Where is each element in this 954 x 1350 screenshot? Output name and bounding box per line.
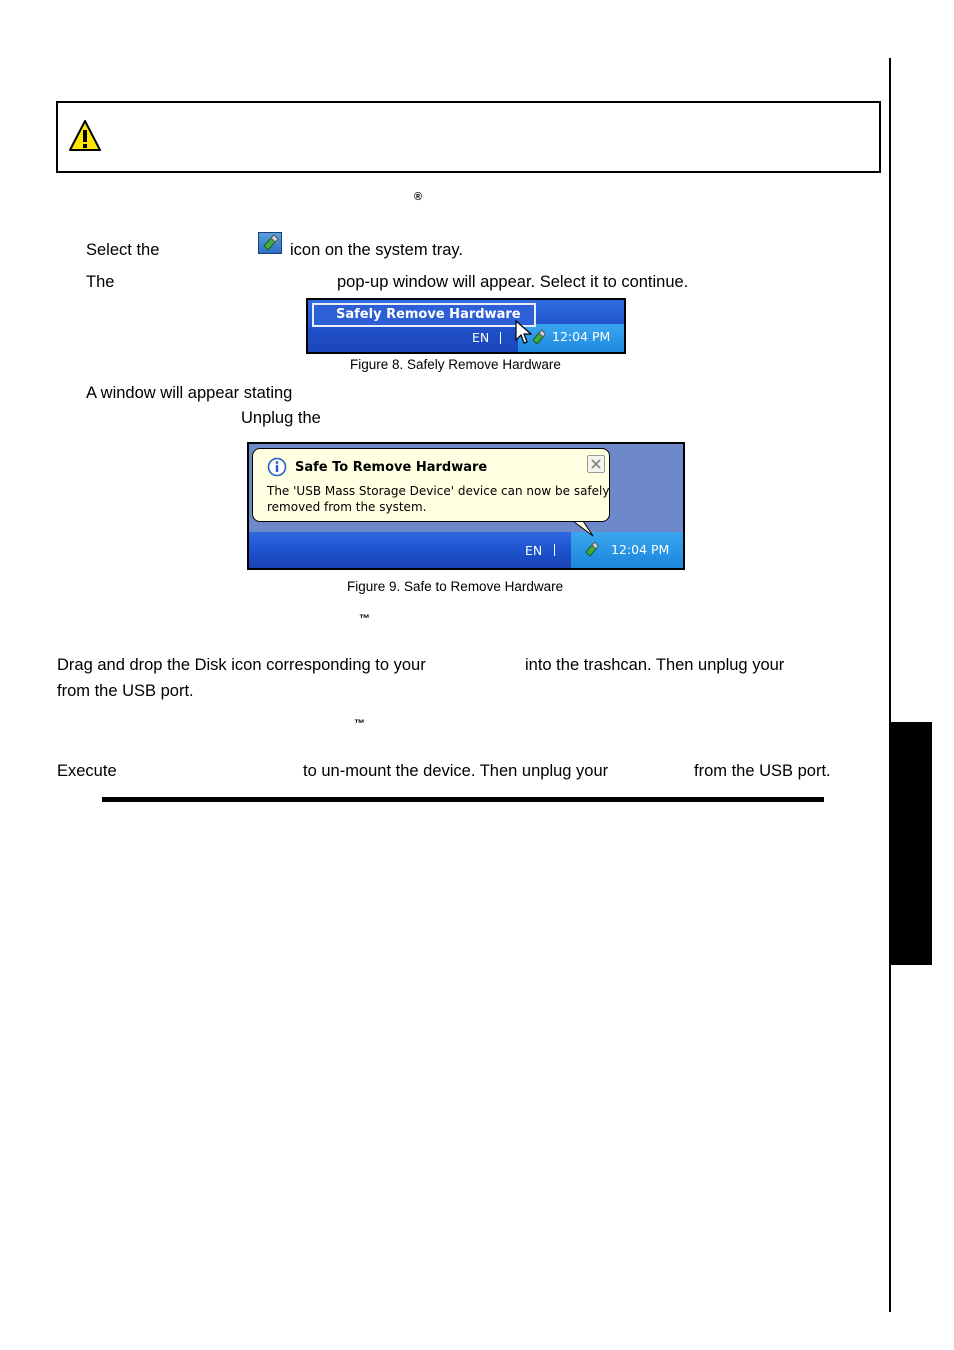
- figure-9-caption: Figure 9. Safe to Remove Hardware: [347, 579, 564, 594]
- info-icon: [267, 457, 287, 477]
- linux-suffix: from the USB port.: [694, 762, 831, 780]
- hardware-tray-icon[interactable]: [530, 328, 548, 346]
- chapter-tab: [891, 722, 932, 965]
- close-icon[interactable]: [587, 455, 605, 473]
- figure-9-screenshot: [247, 442, 685, 570]
- tray-separator: [554, 544, 555, 556]
- language-indicator[interactable]: EN: [525, 543, 543, 558]
- step1-prefix: Select the: [86, 241, 160, 259]
- trademark-mark: ™: [359, 613, 370, 625]
- tray-clock[interactable]: 12:04 PM: [611, 542, 670, 557]
- step3-line2: Unplug the: [241, 409, 321, 427]
- language-indicator[interactable]: EN: [472, 330, 490, 345]
- hardware-tray-icon[interactable]: [583, 540, 601, 558]
- step3-line1: A window will appear stating: [86, 384, 293, 402]
- balloon-message-line1: The 'USB Mass Storage Device' device can now be safely: [267, 484, 610, 498]
- trademark-mark: ™: [354, 718, 365, 730]
- mac-line1-prefix: Drag and drop the Disk icon corresponding to your: [57, 656, 426, 674]
- step2-prefix: The: [86, 273, 115, 291]
- mac-line1-suffix: into the trashcan. Then unplug your: [525, 656, 785, 674]
- section-divider: [102, 797, 824, 802]
- step1-suffix: icon on the system tray.: [290, 241, 464, 259]
- registered-mark: ®: [414, 191, 423, 203]
- balloon-message-line2: removed from the system.: [267, 500, 427, 514]
- linux-prefix: Execute: [57, 762, 117, 780]
- linux-middle: to un-mount the device. Then unplug your: [303, 762, 609, 780]
- mac-line2: from the USB port.: [57, 682, 194, 700]
- safely-remove-hardware-menu-item[interactable]: Safely Remove Hardware: [312, 303, 536, 327]
- tray-separator: [500, 332, 501, 344]
- figure-8-caption: Figure 8. Safely Remove Hardware: [350, 357, 561, 372]
- figure-8-screenshot: [306, 298, 626, 354]
- notification-balloon: [252, 448, 610, 522]
- step2-suffix: pop-up window will appear. Select it to continue.: [337, 273, 689, 291]
- margin-rule: [889, 58, 891, 1312]
- balloon-title: Safe To Remove Hardware: [295, 460, 488, 475]
- safely-remove-hardware-icon: [258, 232, 282, 254]
- warning-box: [56, 101, 881, 173]
- tray-clock[interactable]: 12:04 PM: [552, 329, 611, 344]
- warning-icon: [68, 119, 102, 153]
